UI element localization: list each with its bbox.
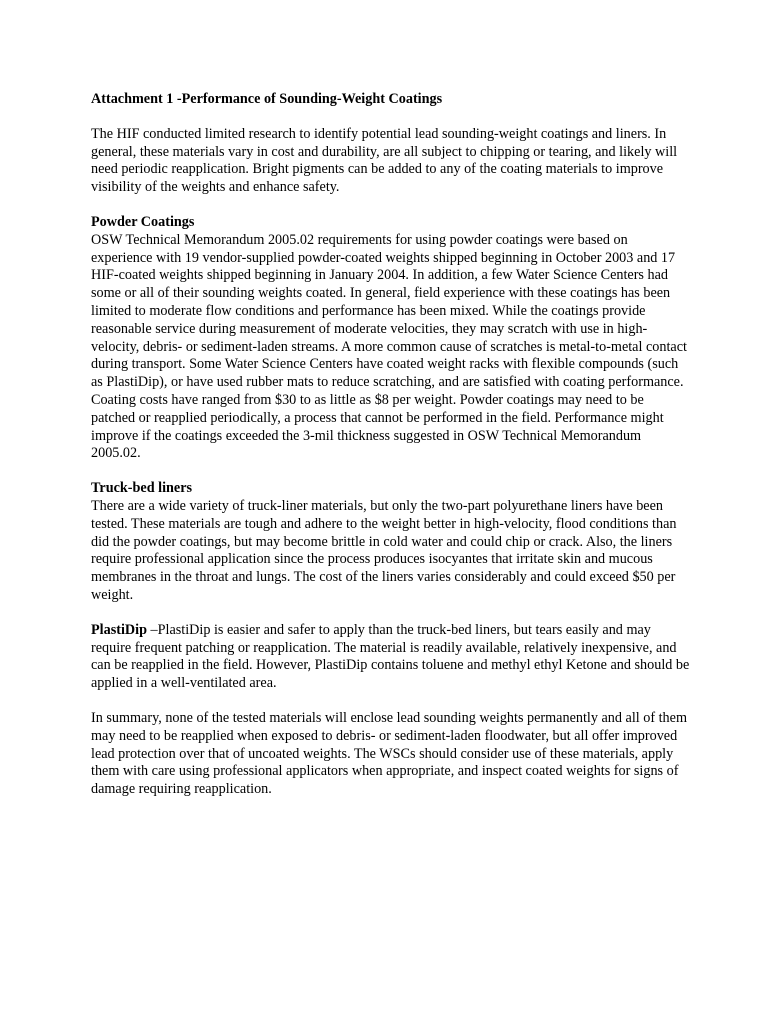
truck-bed-liners-section — [91, 480, 691, 605]
plastidip-section — [91, 622, 691, 693]
plastidip-paragraph: –PlastiDip is easier and safer to apply than the truck-bed liners, but tears easily and may require frequent patching or reapplication. The material is readily available, relatively inexpensive, and can be reapplied in the field. However, PlastiDip contains toluene and methyl ethyl Ketone and should be applied in a well-ventilated area. — [91, 621, 690, 692]
powder-coatings-heading: Powder Coatings — [91, 213, 195, 230]
truck-bed-liners-heading: Truck-bed liners — [91, 480, 193, 497]
powder-coatings-paragraph: OSW Technical Memorandum 2005.02 requirements for using powder coatings were based on experience with 19 vendor-supplied powder-coated weights shipped beginning in October 2003 and 17 HIF-coated weights shipped beginning in January 2004. In addition, a few Water Science Centers had some or all of their sounding weights coated. In general, field experience with these coatings has been limited to moderate flow conditions and performance has been mixed. While the coatings provide reasonable service during measurement of moderate velocities, they may scratch with use in high-velocity, debris- or sediment-laden streams. A more common cause of scratches is metal-to-metal contact during transport. Some Water Science Centers have coated weight racks with flexible compounds (such as PlastiDip), or have used rubber mats to reduce scratching, and are satisfied with coating performance. Coating costs have ranged from $30 to as little as $8 per weight. Powder coatings may need to be patched or reapplied periodically, a process that cannot be performed in the field. Performance might improve if the coatings exceeded the 3-mil thickness suggested in OSW Technical Memorandum 2005.02. — [91, 231, 687, 462]
plastidip-heading: PlastiDip — [91, 621, 147, 638]
intro-paragraph: The HIF conducted limited research to identify potential lead sounding-weight coatings and liners. In general, these materials vary in cost and durability, are all subject to chipping or tearing, and likely will need periodic reapplication. Bright pigments can be added to any of the coating materials to improve visibility of the weights and enhance safety. — [91, 125, 678, 196]
summary-paragraph: In summary, none of the tested materials will enclose lead sounding weights permanently and all of them may need to be reapplied when exposed to debris- or sediment-laden floodwater, but all offer improved lead protection over that of uncoated weights. The WSCs should consider use of these materials, apply them with care using professional applicators when appropriate, and inspect coated weights for signs of damage requiring reapplication. — [91, 709, 687, 798]
powder-coatings-section — [91, 214, 691, 463]
document-title: Attachment 1 -Performance of Sounding-Weight Coatings — [91, 91, 443, 107]
truck-bed-liners-paragraph: There are a wide variety of truck-liner materials, but only the two-part polyurethane liners have been tested. These materials are tough and adhere to the weight better in high-velocity, flood conditions than did the powder coatings, but may become brittle in cold water and could chip or crack. Also, the liners require professional application since the process produces isocyantes that irritate skin and mucous membranes in the throat and lungs. The cost of the liners varies considerably and could exceed $50 per weight. — [91, 497, 677, 603]
document-body — [91, 91, 691, 816]
